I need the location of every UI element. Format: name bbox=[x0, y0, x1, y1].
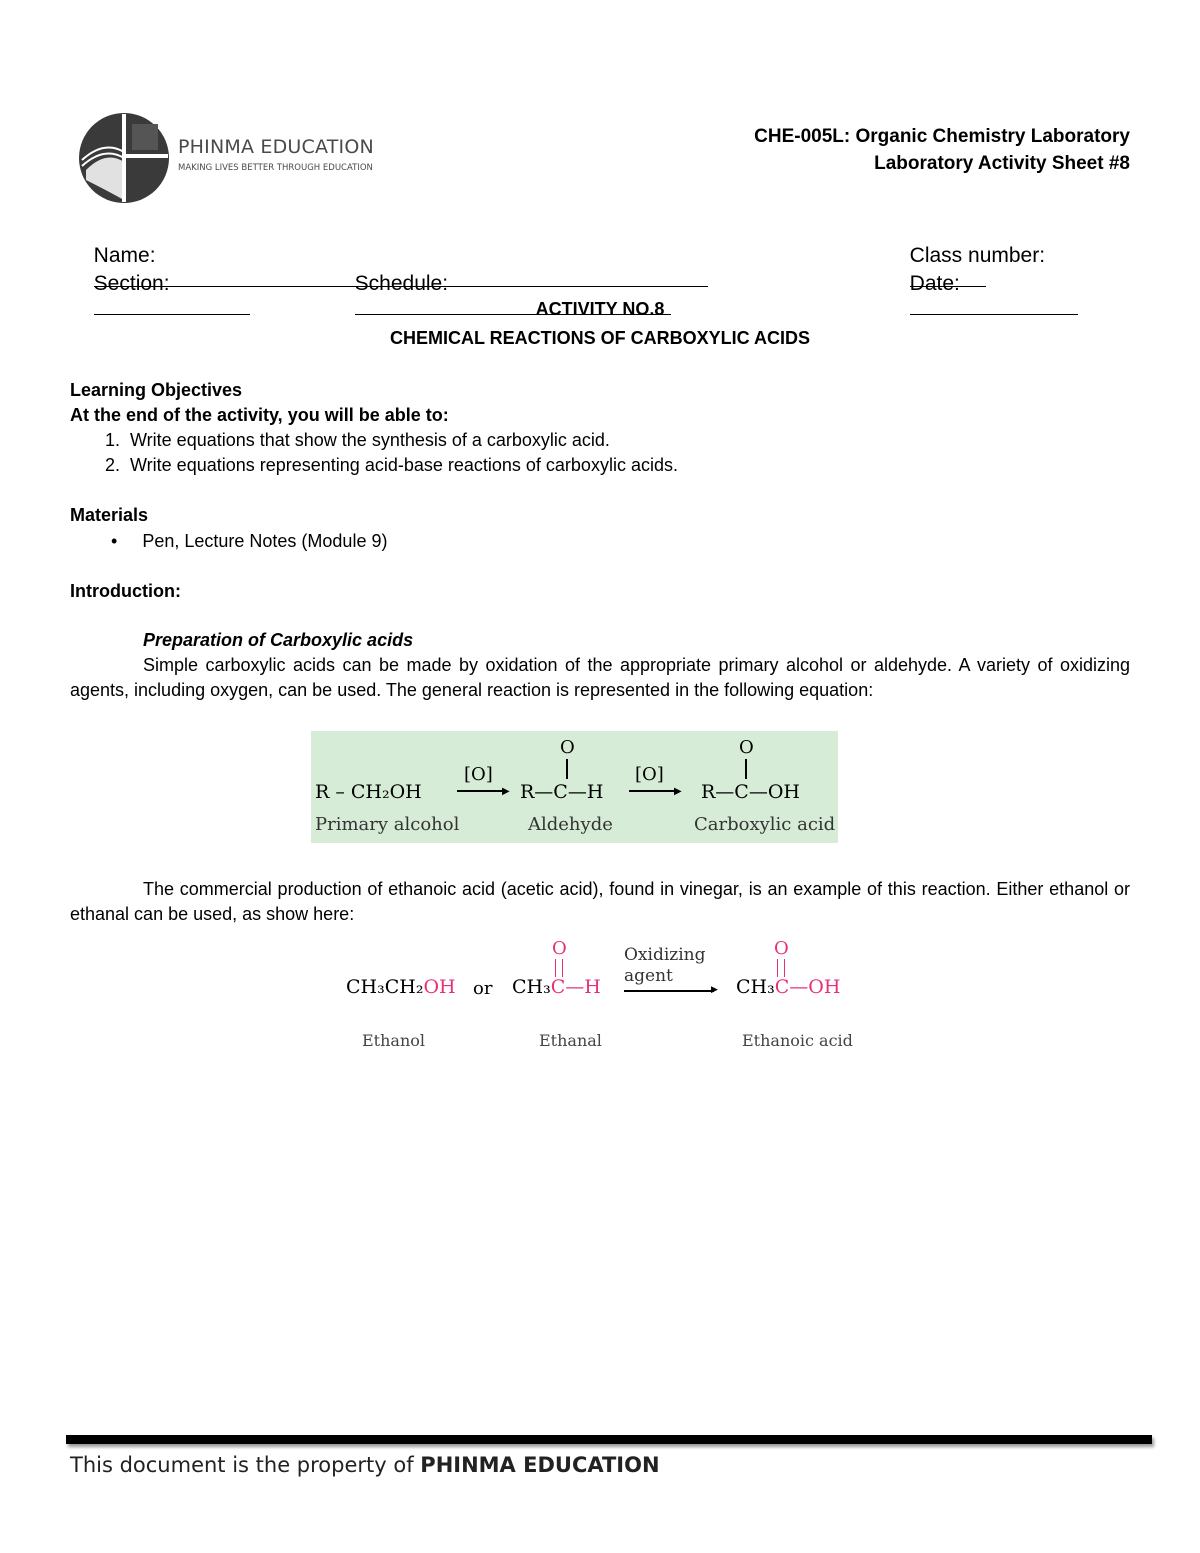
ethanol-prefix: CH₃CH₂ bbox=[346, 976, 424, 998]
ethanoic-acid-reaction bbox=[340, 935, 860, 1055]
footer-text bbox=[70, 1453, 660, 1477]
ethanal-double-bond-icon bbox=[555, 959, 563, 977]
arrow-head-3-icon: ▶ bbox=[711, 985, 718, 995]
aldehyde-label: Aldehyde bbox=[528, 814, 613, 835]
primary-alcohol-label: Primary alcohol bbox=[315, 814, 460, 835]
sheet-title: Laboratory Activity Sheet #8 bbox=[874, 153, 1130, 174]
logo-emblem-icon bbox=[76, 110, 176, 206]
reaction-arrow-3-icon bbox=[624, 990, 714, 992]
acid-bond-icon bbox=[745, 759, 747, 779]
acid-o: O bbox=[739, 737, 754, 758]
aldehyde-bond-icon bbox=[566, 759, 568, 779]
arrow-head-2-icon: ▶ bbox=[674, 786, 682, 797]
introduction-paragraph-2: The commercial production of ethanoic acid (acetic acid), found in vinegar, is an example of this reaction. Either ethanol or ethanal can be used, as show here: bbox=[70, 879, 1130, 924]
date-label: Date: bbox=[909, 272, 960, 295]
agent-label: agent bbox=[624, 966, 673, 986]
objective-item-2: 2. Write equations representing acid-base reactions of carboxylic acids. bbox=[105, 455, 678, 475]
introduction-paragraph-1: Simple carboxylic acids can be made by oxidation of the appropriate primary alcohol or aldehyde. A variety of oxidizing agents, including oxygen, can be used. The general reaction is represented in the following equation: bbox=[70, 655, 1130, 700]
material-text-1: Pen, Lecture Notes (Module 9) bbox=[142, 531, 388, 551]
acid-formula: R—C—OH bbox=[701, 781, 800, 803]
course-title: CHE-005L: Organic Chemistry Laboratory bbox=[754, 126, 1130, 147]
product-double-bond-icon bbox=[777, 959, 785, 977]
ethanoic-acid-label: Ethanoic acid bbox=[742, 1031, 853, 1050]
objectives-heading: Learning Objectives bbox=[70, 380, 243, 400]
activity-number: ACTIVITY NO.8 bbox=[535, 299, 665, 319]
section-label: Section: bbox=[93, 272, 170, 295]
ethanol-formula bbox=[346, 976, 456, 998]
arrow-head-1-icon: ▶ bbox=[502, 786, 510, 797]
ethanol-oh: OH bbox=[423, 976, 456, 998]
product-coh: C—OH bbox=[774, 976, 841, 998]
reaction-arrow-2-icon bbox=[629, 790, 679, 792]
ethanal-o: O bbox=[552, 938, 567, 959]
materials-heading: Materials bbox=[70, 505, 149, 525]
ethanal-formula bbox=[512, 976, 601, 998]
logo-name: PHINMA EDUCATION bbox=[178, 136, 374, 158]
product-o: O bbox=[774, 938, 789, 959]
objective-text-2: Write equations representing acid-base reactions of carboxylic acids. bbox=[130, 455, 678, 475]
reagent-1: [O] bbox=[464, 764, 493, 785]
reaction-arrow-1-icon bbox=[457, 790, 507, 792]
general-oxidation-reaction bbox=[311, 731, 838, 843]
ethanal-ch: C—H bbox=[550, 976, 601, 998]
aldehyde-formula: R—C—H bbox=[520, 781, 604, 803]
phinma-logo bbox=[76, 110, 376, 206]
reagent-2: [O] bbox=[635, 764, 664, 785]
acid-label: Carboxylic acid bbox=[694, 814, 836, 835]
class-number-label: Class number: bbox=[909, 244, 1046, 267]
schedule-label: Schedule: bbox=[354, 272, 449, 295]
ethanol-label: Ethanol bbox=[362, 1031, 426, 1050]
footer-rule bbox=[66, 1435, 1152, 1444]
material-item-1 bbox=[111, 529, 387, 554]
logo-tagline: MAKING LIVES BETTER THROUGH EDUCATION bbox=[178, 163, 373, 173]
ethanal-prefix: CH₃ bbox=[512, 976, 551, 998]
bullet-icon: • bbox=[111, 531, 118, 551]
primary-alcohol-formula: R – CH₂OH bbox=[315, 781, 422, 803]
objective-item-1: 1. Write equations that show the synthesis of a carboxylic acid. bbox=[105, 430, 610, 450]
oxidizing-label: Oxidizing bbox=[624, 945, 706, 965]
introduction-subheading: Preparation of Carboxylic acids bbox=[143, 630, 414, 650]
product-formula bbox=[736, 976, 840, 998]
product-prefix: CH₃ bbox=[736, 976, 775, 998]
ethanal-label: Ethanal bbox=[539, 1031, 602, 1050]
objectives-lead: At the end of the activity, you will be able to: bbox=[70, 405, 449, 425]
introduction-heading: Introduction: bbox=[70, 581, 181, 601]
footer-owner: PHINMA EDUCATION bbox=[420, 1453, 660, 1477]
footer-prefix: This document is the property of bbox=[70, 1453, 421, 1477]
objective-text-1: Write equations that show the synthesis of a carboxylic acid. bbox=[130, 430, 610, 450]
activity-title: CHEMICAL REACTIONS OF CARBOXYLIC ACIDS bbox=[389, 328, 810, 348]
aldehyde-o: O bbox=[560, 737, 575, 758]
name-label: Name: bbox=[93, 244, 156, 267]
or-word: or bbox=[473, 978, 493, 999]
